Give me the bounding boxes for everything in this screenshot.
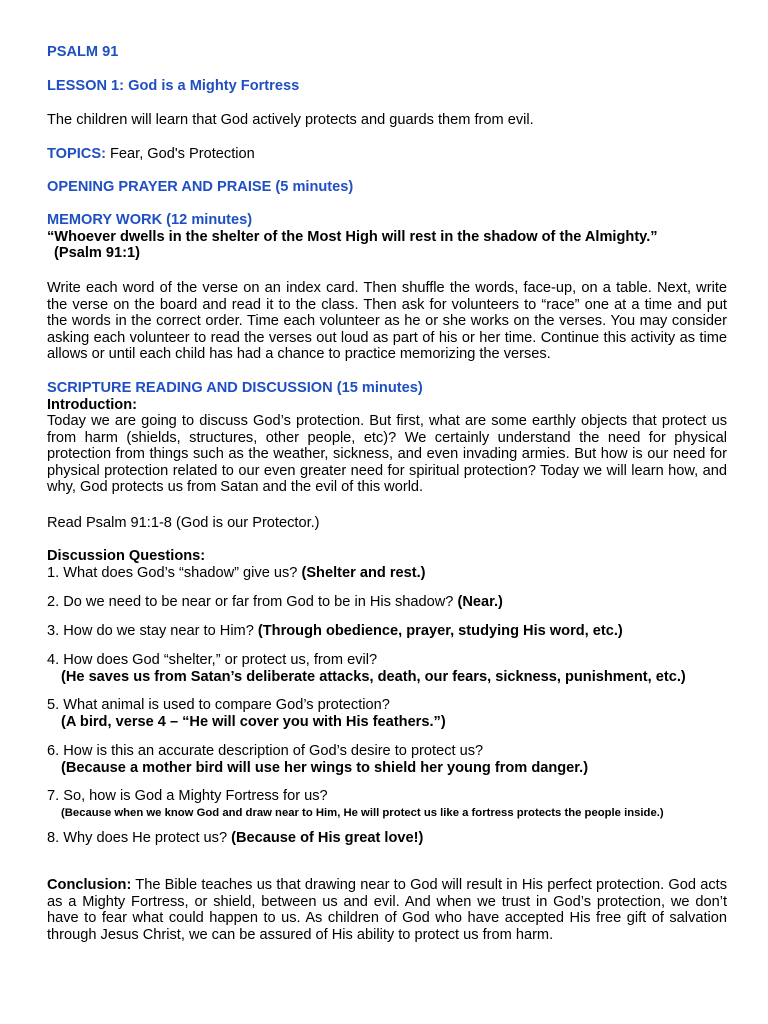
question-6: 6. How is this an accurate description of God’s desire to protect us? (Because a mother bird will use her wings to shield her young from danger.) [47,743,727,776]
topics-line [47,146,727,163]
question-7: 7. So, how is God a Mighty Fortress for us? (Because when we know God and draw near to Him, He will protect us like a fortress protects the people inside.) [47,788,727,821]
page-title: PSALM 91 [47,44,119,60]
answer-3: (Through obedience, prayer, studying His word, etc.) [257,623,623,639]
introduction-text: Today we are going to discuss God’s protection. But first, what are some earthly objects that protect us from harm (shields, structures, other people, etc)? We certainly understand the need for physical protection from things such as the weather, sickness, and even invading armies. But how is our need for physical protection related to our even greater need for spiritual protection? Today we will learn how, and why, God protects us from Satan and the evil of this world. [47,413,727,495]
question-3: 3. How do we stay near to Him? (Through obedience, prayer, studying His word, etc.) [47,623,623,639]
scripture-section [47,380,727,496]
answer-5: (A bird, verse 4 – “He will cover you with His feathers.”) [61,713,446,730]
introduction-label: Introduction: [47,396,137,413]
answer-1: (Shelter and rest.) [301,564,426,581]
discussion-heading: Discussion Questions: [47,548,206,564]
memory-work-section [47,212,727,262]
answer-8: (Because of His great love!) [231,830,424,846]
memory-verse-reference: (Psalm 91:1) [54,245,140,261]
answer-2: (Near.) [457,594,503,610]
conclusion-text: The Bible teaches us that drawing near to God will result in His perfect protection. God acts as a Mighty Fortress, or shield, between us and evil. And when we trust in God’s protection, we don’t have to fear what could happen to us. As children of God who have accepted His free gift of salvation through Jesus Christ, we can be assured of His ability to protect us from harm. [47,877,727,943]
answer-7: (Because when we know God and draw near to Him, He will protect us like a fortress protects the people inside.) [61,806,664,819]
answer-6: (Because a mother bird will use her wings to shield her young from danger.) [61,759,589,776]
scripture-heading: SCRIPTURE READING AND DISCUSSION (15 minutes) [47,380,423,396]
memory-verse: “Whoever dwells in the shelter of the Most High will rest in the shadow of the Almighty.” [47,228,658,245]
memory-instructions: Write each word of the verse on an index card. Then shuffle the words, face-up, on a table. Next, write the verse on the board and read it to the class. Then ask for volunteers to “race” one at a time and put the words in the correct order. Time each volunteer as he or she works on the verses. You may consider asking each volunteer to read the verses out loud as part of his or her time. Continue this activity as time allows or until each child has had a chance to practice memorizing the verses. [47,280,727,362]
question-1: 1. What does God’s “shadow” give us? (Shelter and rest.) [47,564,426,581]
conclusion-paragraph [47,877,727,943]
question-5: 5. What animal is used to compare God’s protection? (A bird, verse 4 – “He will cover you with His feathers.”) [47,697,727,730]
topics-text: Fear, God's Protection [105,146,255,162]
discussion-q1 [47,548,727,581]
question-8: 8. Why does He protect us? (Because of His great love!) [47,830,424,846]
conclusion-label: Conclusion: [47,877,132,893]
lesson-goal: The children will learn that God actively protects and guards them from evil. [47,112,534,128]
topics-label: TOPICS: [47,146,106,162]
reading-assignment: Read Psalm 91:1-8 (God is our Protector.) [47,515,320,531]
question-2: 2. Do we need to be near or far from God to be in His shadow? (Near.) [47,594,503,610]
answer-4: (He saves us from Satan’s deliberate attacks, death, our fears, sickness, punishment, etc.) [61,668,686,685]
lesson-title: LESSON 1: God is a Mighty Fortress [47,78,300,94]
memory-heading: MEMORY WORK (12 minutes) [47,212,253,228]
question-4: 4. How does God “shelter,” or protect us, from evil? (He saves us from Satan’s deliberate attacks, death, our fears, sickness, punishment, etc.) [47,652,727,685]
opening-heading: OPENING PRAYER AND PRAISE (5 minutes) [47,179,354,195]
